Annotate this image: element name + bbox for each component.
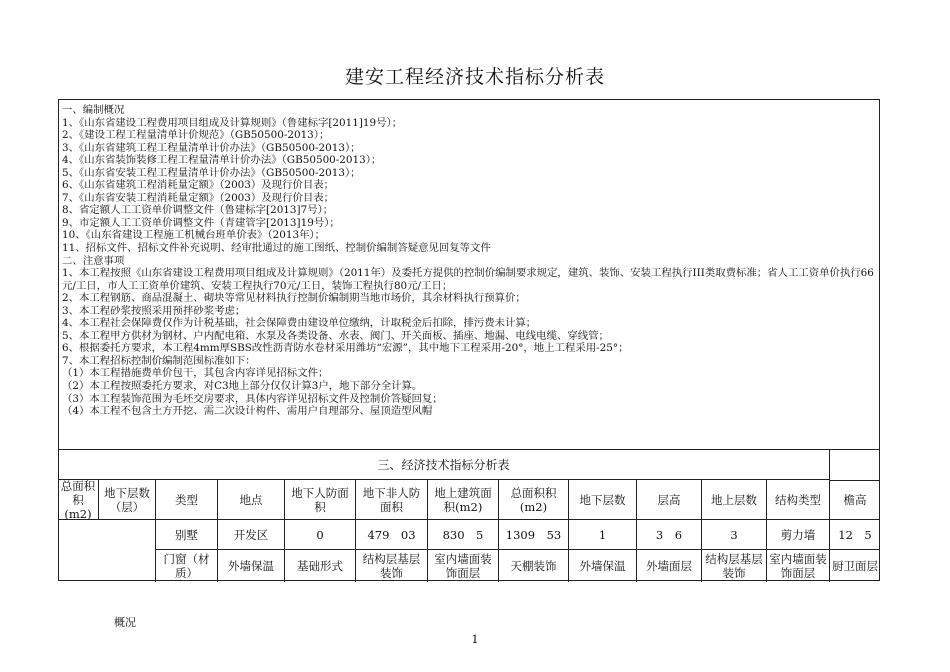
merged-blank-cell: [58, 520, 156, 582]
note-line: 4、《山东省装饰装修工程工程量清单计价办法》（GB50500-2013）；: [62, 154, 382, 167]
header-basement-floors-1: 地下层数（层）: [99, 480, 156, 520]
header-above-ground-floors: 地上层数: [702, 480, 767, 520]
value-civil-defense-area: 0: [285, 520, 356, 550]
document-title: 建安工程经济技术指标分析表: [344, 66, 605, 88]
note-line: （2）本工程按照委托方要求，对C3地上部分仅仅计算3户，地下部分全计算。: [62, 380, 423, 393]
value-floor-height: 3 6: [637, 520, 702, 550]
header-doors-windows: 门窗（材质）: [156, 550, 218, 582]
note-line: 2、《建设工程工程量清单计价规范》（GB50500-2013）；: [62, 129, 330, 142]
header-exterior-wall-surface: 外墙面层: [637, 550, 702, 582]
value-eave-height: 12 5: [830, 520, 880, 550]
header-interior-wall-finish-1: 室内墙面装饰面层: [428, 550, 499, 582]
header-type: 类型: [156, 480, 218, 520]
header-total-area-1: 总面积积(m2): [58, 480, 99, 520]
header-exterior-insulation-2: 外墙保温: [569, 550, 637, 582]
note-line: （1）本工程措施费单价包干，其包含内容详见招标文件；: [62, 367, 329, 380]
note-line: 2、本工程钢筋、商品混凝土、砌块等常见材料执行控制价编制期当地市场价，其余材料执行预算价；: [62, 292, 526, 305]
note-line: 6、根据委托方要求，本工程4mm厚SBS改性沥青防水卷材采用潍坊“宏源”，其中地下工程采用-20°，地上工程采用-25°；: [62, 342, 629, 355]
header-structure-type: 结构类型: [767, 480, 830, 520]
header-exterior-insulation-1: 外墙保温: [218, 550, 285, 582]
page-number: 1: [471, 633, 479, 646]
value-non-civil-defense-area: 479 03: [356, 520, 428, 550]
header-interior-wall-finish-2: 室内墙面装饰面层: [767, 550, 830, 582]
note-line: 二、注意事项: [62, 254, 125, 267]
footer-note: 概况: [114, 616, 136, 629]
note-line: 4、本工程社会保障费仅作为计税基础，社会保障费由建设单位缴纳，计取税金后扣除，排污费未计算；: [62, 317, 537, 330]
note-line: 8、省定额人工工资单价调整文件（鲁建标字[2013]7号）；: [62, 204, 334, 217]
note-line: 6、《山东省建筑工程消耗量定额》（2003）及现行价目表；: [62, 179, 335, 192]
note-line: 1、《山东省建设工程费用项目组成及计算规则》（鲁建标字[2011]19号）；: [62, 116, 403, 129]
header-ceiling-finish: 天棚装饰: [499, 550, 569, 582]
value-above-ground-floors: 3: [702, 520, 767, 550]
header-kitchen-bath-surface: 厨卫面层: [832, 559, 878, 573]
value-structure-type: 剪力墙: [767, 520, 830, 550]
note-line: 一、编制概况: [62, 104, 125, 116]
table-section-title: 三、经济技术指标分析表: [58, 450, 830, 480]
note-line: （4）本工程不包含土方开挖、需二次设计构件、需用户自理部分、屋顶造型风帽: [62, 405, 433, 418]
note-line: 3、本工程砂浆按照采用预拌砂浆考虑；: [62, 304, 246, 317]
note-line: 1、本工程按照《山东省建设工程费用项目组成及计算规则》（2011年）及委托方提供的控制价编制要求规定，建筑、装饰、安装工程执行III类取费标准；省人工工资单价执行66元/工日，市人工工资单价建筑、安装工程执行70元/工日，装饰工程执行80元/工日；: [62, 267, 874, 292]
header-location: 地点: [218, 480, 285, 520]
note-line: 7、《山东省安装工程消耗量定额》（2003）及现行价目表；: [62, 191, 335, 204]
value-above-ground-area: 830 5: [428, 520, 499, 550]
note-line: （3）本工程装饰范围为毛坯交房要求，具体内容详见招标文件及控制价答疑回复；: [62, 392, 443, 405]
header-total-area-2: 总面积积(m2): [499, 480, 569, 520]
header-non-civil-defense-area: 地下非人防面积: [356, 480, 428, 520]
note-line: 7、本工程招标控制价编制范围标准如下：: [62, 354, 256, 367]
notes-section: [60, 101, 879, 449]
header-basement-floors-2: 地下层数: [569, 480, 637, 520]
note-line: 5、《山东省安装工程工程量清单计价办法》（GB50500-2013）；: [62, 166, 361, 179]
value-location: 开发区: [218, 520, 285, 550]
note-line: 3、《山东省建筑工程工程量清单计价办法》（GB50500-2013）；: [62, 141, 361, 154]
note-line: 10、《山东省建设工程施工机械台班单价表》（2013年）；: [62, 229, 326, 242]
header-eave-height: 檐高: [830, 480, 880, 520]
note-line: 11、招标文件、招标文件补充说明、经审批通过的施工图纸、控制价编制答疑意见回复等文件: [62, 242, 491, 255]
header-structural-base-finish-1: 结构层基层装饰: [356, 550, 428, 582]
value-type: 别墅: [156, 520, 218, 550]
note-line: 5、本工程甲方供材为钢材、户内配电箱、水泵及各类设备、水表、阀门、开关面板、插座、地漏、电线电缆、穿线管；: [62, 329, 609, 342]
header-foundation-type: 基础形式: [285, 550, 356, 582]
value-total-area: 1309 53: [499, 520, 569, 550]
header-above-ground-area: 地上建筑面积(m2): [428, 480, 499, 520]
header-structural-base-finish-2: 结构层基层装饰: [702, 550, 767, 582]
header-floor-height: 层高: [637, 480, 702, 520]
header-civil-defense-area: 地下人防面积: [285, 480, 356, 520]
value-basement-floors: 1: [569, 520, 637, 550]
note-line: 9、市定额人工工资单价调整文件（青建管字[2013]19号）；: [62, 216, 340, 229]
indicator-table: [58, 449, 880, 581]
